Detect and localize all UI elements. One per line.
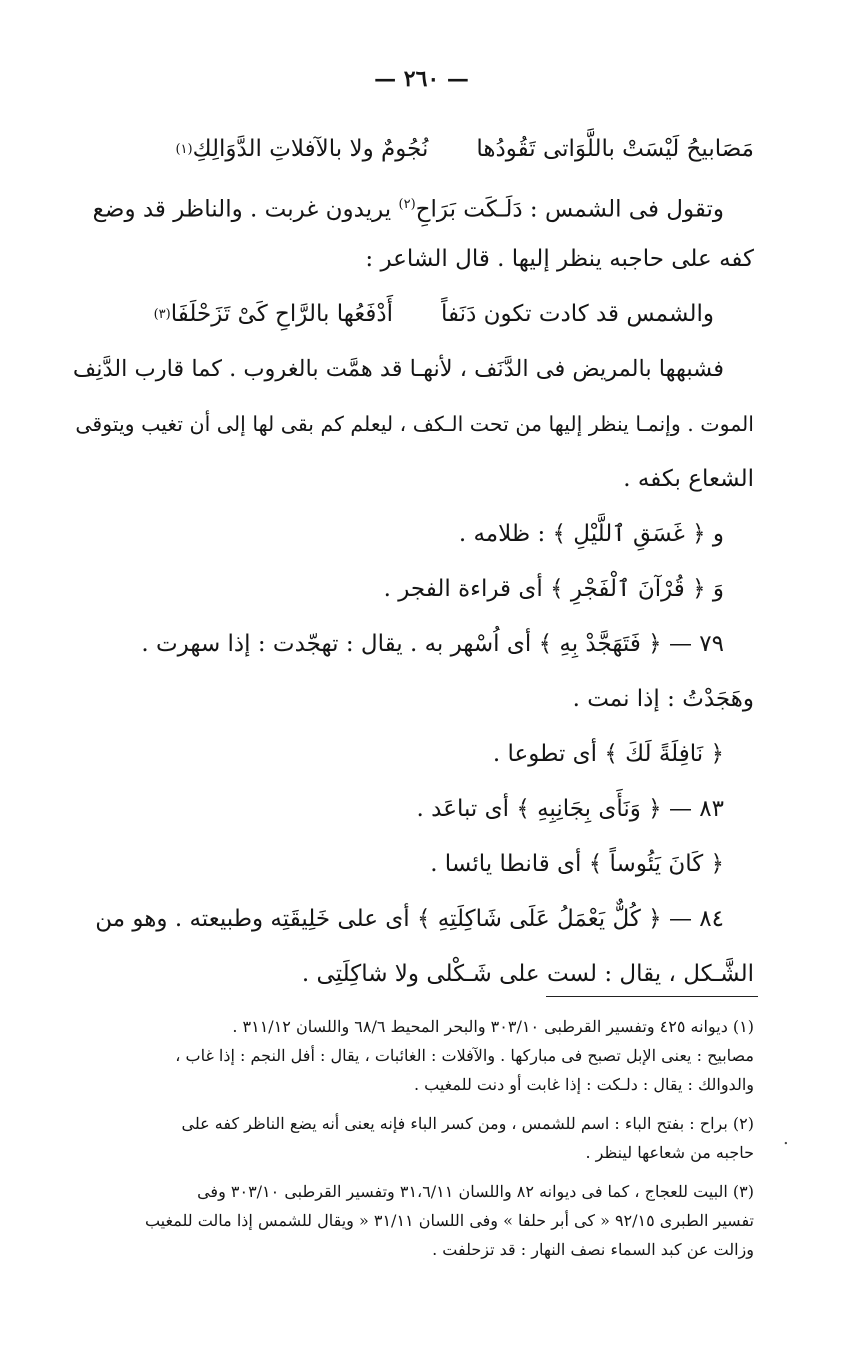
text-line-16: الشَّـكل ، يقال : لست على شَـكْلى ولا شاكِلَتِى .	[301, 961, 754, 987]
footnote-ref-2: (٢)	[398, 197, 416, 212]
text-line-13: ٨٣ — ﴿ وَنَأَى بِجَانِبِهِ ﴾ أى تباعَد .	[416, 796, 724, 822]
verse-line-1	[72, 122, 754, 177]
verse-gap	[428, 122, 476, 177]
text-line-8: و ﴿ غَسَقِ ٱللَّيْلِ ﴾ : ظلامه .	[458, 521, 724, 547]
footnote-spacer	[72, 1167, 754, 1177]
page-number: — ٢٦٠ —	[374, 66, 469, 92]
text-line-15: ٨٤ — ﴿ كُلٌّ يَعْمَلُ عَلَى شَاكِلَتِهِ ﴾ أى على خَلِيقَتِه وطبيعته . وهو من	[95, 906, 724, 932]
verse-line-2	[72, 287, 754, 342]
text-line-12: ﴿ نَافِلَةً لَكَ ﴾ أى تطوعا .	[492, 741, 724, 767]
footnote-ref-1: (١)	[175, 142, 193, 157]
footnote-1-line-2: مصابيح : يعنى الإبل تصبح فى مباركها . والآفلات : الغائبات ، يقال : أفل النجم : إذا غاب ،	[175, 1046, 754, 1065]
footnotes	[72, 1012, 754, 1264]
text-line-7: الشعاع بكفه .	[623, 466, 754, 492]
text-line-14: ﴿ كَانَ يَئُوساً ﴾ أى قانطا يائسا .	[430, 851, 724, 877]
main-text	[72, 122, 754, 1002]
margin-mark: .	[783, 1128, 789, 1149]
verse-1-second-hemistich: نُجُومٌ ولا بالآفلاتِ الدَّوَالِكِ	[192, 136, 429, 162]
footnote-separator	[546, 996, 758, 997]
text-line-2	[72, 177, 754, 232]
text-line-9: وَ ﴿ قُرْآنَ ٱلْفَجْرِ ﴾ أى قراءة الفجر .	[383, 576, 724, 602]
text-line-6: الموت . وإنمـا ينظر إليها من تحت الـكف ، ليعلم كم بقى لها إلى أن تغيب ويتوقى	[75, 412, 754, 436]
footnote-3-line-1: (٣) البيت للعجاج ، كما فى ديوانه ٨٢ واللسان ٣١،٦/١١ وتفسير القرطبى ٣٠٣/١٠ وفى	[197, 1182, 754, 1201]
footnote-ref-3: (٣)	[153, 307, 171, 322]
footnote-2-line-2: حاجبه من شعاعها لينظر .	[585, 1143, 754, 1162]
text-line-11: وهَجَدْتُ : إذا نمت .	[572, 686, 754, 712]
text-line-2-part-b: يريدون غربت . والناظر قد وضع	[92, 196, 392, 223]
text-line-5: فشبهها بالمريض فى الدَّنَف ، لأنهـا قد همَّت بالغروب . كما قارب الدَّنِف	[72, 356, 724, 382]
verse-2-first-hemistich: والشمس قد كادت تكون دَنَفاً	[441, 301, 714, 327]
verse-2-second-hemistich: أَدْفَعُها بالرَّاحِ كَىْ تَزَحْلَفَا	[170, 301, 394, 327]
text-line-3: كفه على حاجبه ينظر إليها . قال الشاعر :	[365, 246, 754, 272]
footnote-3-line-3: وزالت عن كبد السماء نصف النهار : قد تزحلفت .	[432, 1240, 754, 1259]
footnote-1-line-1: (١) ديوانه ٤٢٥ وتفسير القرطبى ٣٠٣/١٠ والبحر المحيط ٦٨/٦ واللسان ٣١١/١٢ .	[232, 1017, 754, 1036]
footnote-2-line-1: (٢) براح : بفتح الباء : اسم للشمس ، ومن كسر الباء فإنه يعنى أنه يضع الناظر كفه على	[181, 1114, 754, 1133]
verse-gap	[393, 287, 441, 342]
footnote-3-line-2: تفسير الطبرى ٩٢/١٥ « كى أبر حلفا » وفى اللسان ٣١/١١ « ويقال للشمس إذا مالت للمغيب	[144, 1211, 754, 1230]
verse-1-first-hemistich: مَصَابيحُ لَيْسَتْ باللَّوَاتى تَقُودُها	[476, 136, 754, 162]
footnote-1-line-3: والدوالك : يقال : دلـكت : إذا غابت أو دنت للمغيب .	[413, 1075, 754, 1094]
text-line-2-part-a: وتقول فى الشمس : دَلَـكَت بَرَاحِ	[415, 196, 724, 223]
footnote-spacer	[72, 1099, 754, 1109]
text-line-10: ٧٩ — ﴿ فَتَهَجَّدْ بِهِ ﴾ أى اُسْهر به . يقال : تهجّدت : إذا سهرت .	[141, 631, 724, 657]
